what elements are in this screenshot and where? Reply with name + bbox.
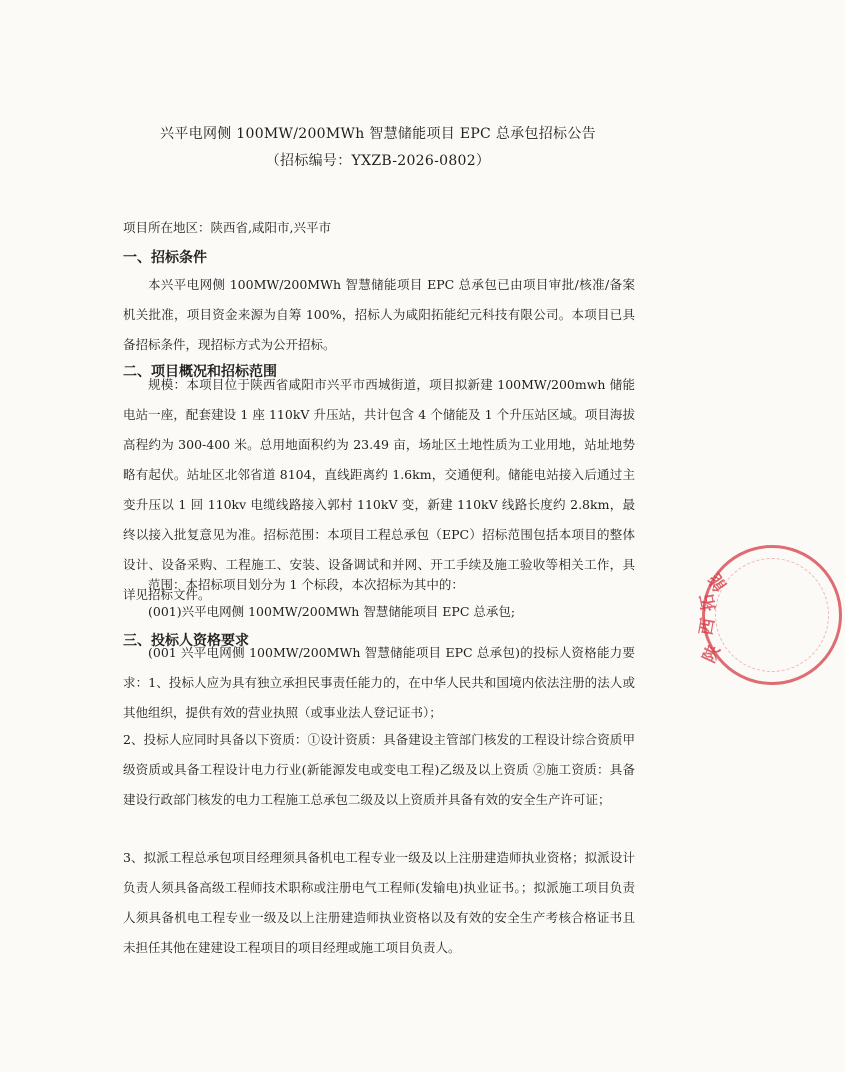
section-2-scope: 范围：本招标项目划分为 1 个标段，本次招标为其中的： <box>148 577 464 592</box>
section-1-heading: 一、招标条件 <box>123 250 207 266</box>
section-2-heading: 二、项目概况和招标范围 <box>123 364 277 380</box>
section-2-lot: (001)兴平电网侧 100MW/200MWh 智慧储能项目 EPC 总承包; <box>148 604 516 619</box>
document-title: 兴平电网侧 100MW/200MWh 智慧储能项目 EPC 总承包招标公告 <box>160 126 596 142</box>
section-2-body: 规模：本项目位于陕西省咸阳市兴平市西城街道，项目拟新建 100MW/200mwh 储能电站一座，配套建设 1 座 110kV 升压站，共计包含 4 个储能及 1 个升压站区域。项目海拔高程约为 300-400 米。总用地面积约为 23.49 亩，场址区土地性质为工业用地，站址地势略有起伏。站址区北邻省道 8104，直线距离约 1.6km，交通便利。储能电站接入后通过主变升压以 1 回 110kv 电缆线路接入郭村 110kV 变，新建 110kV 线路长度约 2.8km，最终以接入批复意见为准。招标范围：本项目工程总承包（EPC）招标范围包括本项目的整体设计、设备采购、工程施工、安装、设备调试和并网、开工手续及施工验收等相关工作，具详见招标文件。 <box>123 377 635 602</box>
section-3-para-1: (001 兴平电网侧 100MW/200MWh 智慧储能项目 EPC 总承包)的投标人资格能力要求：1、投标人应为具有独立承担民事责任能力的，在中华人民共和国境内依法注册的法人或其他组织，提供有效的营业执照（或事业法人登记证书）； <box>123 645 635 720</box>
seal-char-3: 拓 <box>697 592 720 613</box>
tender-number: （招标编号：YXZB-2026-0802） <box>265 153 491 169</box>
seal-char-2: 西 <box>696 616 719 637</box>
company-seal <box>696 545 842 685</box>
seal-lettering <box>696 548 845 688</box>
seal-char-4: 能 <box>704 569 732 595</box>
section-3-para-3: 3、拟派工程总承包项目经理须具备机电工程专业一级及以上注册建造师执业资格；拟派设计负责人须具备高级工程师技术职称或注册电气工程师(发输电)执业证书。；拟派施工项目负责人须具备机电工程专业一级及以上注册建造师执业资格以及有效的安全生产考核合格证书且未担任其他在建建设工程项目的项目经理或施工项目负责人。 <box>123 850 635 955</box>
project-location: 项目所在地区：陕西省,咸阳市,兴平市 <box>123 220 331 235</box>
section-3-para-2: 2、投标人应同时具备以下资质：①设计资质：具备建设主管部门核发的工程设计综合资质甲级资质或具备工程设计电力行业(新能源发电或变电工程)乙级及以上资质 ②施工资质：具备建设行政部门核发的电力工程施工总承包二级及以上资质并具备有效的安全生产许可证； <box>123 732 635 807</box>
seal-char-1: 陕 <box>699 642 725 667</box>
section-3-heading: 三、投标人资格要求 <box>123 633 249 649</box>
section-1-body: 本兴平电网侧 100MW/200MWh 智慧储能项目 EPC 总承包已由项目审批/核准/备案机关批准，项目资金来源为自筹 100%，招标人为咸阳拓能纪元科技有限公司。本项目已具备招标条件，现招标方式为公开招标。 <box>123 277 635 352</box>
